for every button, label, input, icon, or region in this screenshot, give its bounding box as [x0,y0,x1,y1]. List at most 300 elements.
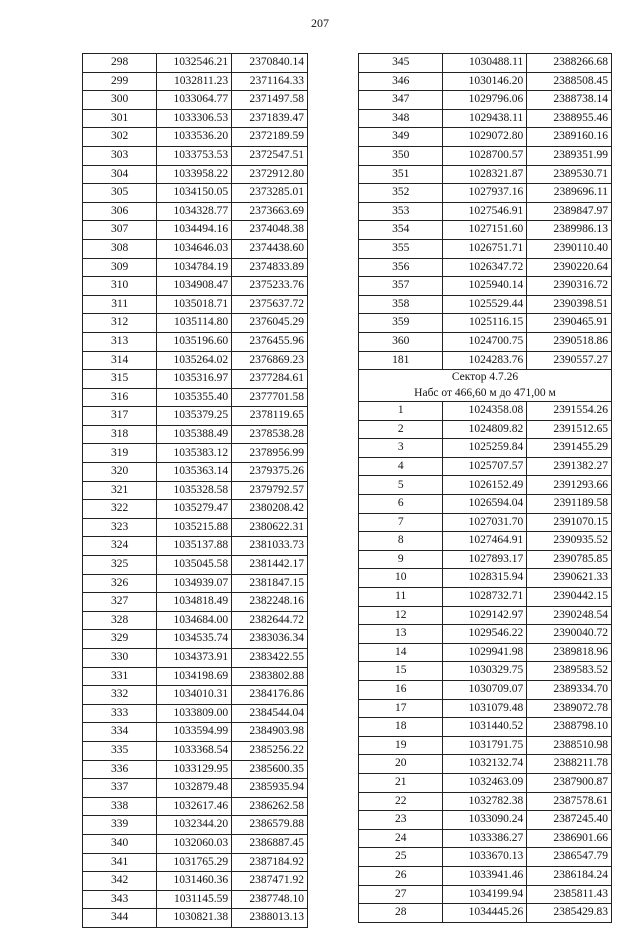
y-coordinate-cell: 2374438.60 [232,239,308,258]
y-coordinate-cell: 2386547.79 [527,848,612,867]
y-coordinate-cell: 2391070.15 [527,513,612,532]
y-coordinate-cell: 2385429.83 [527,904,612,923]
table-row [359,569,612,588]
table-row [359,439,612,458]
y-coordinate-cell: 2390621.33 [527,569,612,588]
table-row [83,649,308,668]
table-row [359,351,612,370]
y-coordinate-cell: 2375233.76 [232,277,308,296]
sector-range-row [359,386,612,402]
table-row [359,829,612,848]
x-coordinate-cell: 1027893.17 [443,550,527,569]
y-coordinate-cell: 2381442.17 [232,556,308,575]
table-row [83,91,308,110]
table-row [359,625,612,644]
table-row [359,184,612,203]
table-row [83,909,308,928]
y-coordinate-cell: 2386887.45 [232,834,308,853]
x-coordinate-cell: 1034199.94 [443,885,527,904]
point-number-cell: 322 [83,500,157,519]
y-coordinate-cell: 2388510.98 [527,736,612,755]
y-coordinate-cell: 2374833.89 [232,258,308,277]
table-row [359,513,612,532]
table-row [359,681,612,700]
table-row [359,773,612,792]
table-row [359,165,612,184]
point-number-cell: 339 [83,816,157,835]
x-coordinate-cell: 1026152.49 [443,476,527,495]
point-number-cell: 314 [83,351,157,370]
x-coordinate-cell: 1032463.09 [443,773,527,792]
y-coordinate-cell: 2391554.26 [527,402,612,421]
x-coordinate-cell: 1035196.60 [157,332,232,351]
y-coordinate-cell: 2383802.88 [232,667,308,686]
x-coordinate-cell: 1026594.04 [443,495,527,514]
y-coordinate-cell: 2388266.68 [527,54,612,73]
y-coordinate-cell: 2390110.40 [527,239,612,258]
y-coordinate-cell: 2388508.45 [527,72,612,91]
x-coordinate-cell: 1033386.27 [443,829,527,848]
table-row [83,481,308,500]
x-coordinate-cell: 1025116.15 [443,314,527,333]
x-coordinate-cell: 1027937.16 [443,184,527,203]
x-coordinate-cell: 1030709.07 [443,681,527,700]
x-coordinate-cell: 1035114.80 [157,314,232,333]
point-number-cell: 28 [359,904,443,923]
y-coordinate-cell: 2390220.64 [527,258,612,277]
table-row [83,277,308,296]
table-row [359,295,612,314]
point-number-cell: 319 [83,444,157,463]
x-coordinate-cell: 1034445.26 [443,904,527,923]
table-row [359,221,612,240]
point-number-cell: 341 [83,853,157,872]
table-row [83,556,308,575]
x-coordinate-cell: 1034198.69 [157,667,232,686]
table-row [83,221,308,240]
y-coordinate-cell: 2389847.97 [527,202,612,221]
point-number-cell: 328 [83,611,157,630]
table-row [359,495,612,514]
y-coordinate-cell: 2386262.58 [232,797,308,816]
point-number-cell: 300 [83,91,157,110]
table-row [83,667,308,686]
point-number-cell: 10 [359,569,443,588]
left-coordinate-table [82,53,308,928]
y-coordinate-cell: 2390557.27 [527,351,612,370]
point-number-cell: 18 [359,718,443,737]
x-coordinate-cell: 1027031.70 [443,513,527,532]
point-number-cell: 337 [83,779,157,798]
y-coordinate-cell: 2390040.72 [527,625,612,644]
x-coordinate-cell: 1031079.48 [443,699,527,718]
point-number-cell: 315 [83,370,157,389]
table-row [359,643,612,662]
table-row [359,755,612,774]
x-coordinate-cell: 1029072.80 [443,128,527,147]
y-coordinate-cell: 2389986.13 [527,221,612,240]
point-number-cell: 8 [359,532,443,551]
point-number-cell: 21 [359,773,443,792]
x-coordinate-cell: 1030146.20 [443,72,527,91]
y-coordinate-cell: 2372912.80 [232,165,308,184]
x-coordinate-cell: 1030329.75 [443,662,527,681]
y-coordinate-cell: 2374048.38 [232,221,308,240]
y-coordinate-cell: 2379792.57 [232,481,308,500]
table-row [359,662,612,681]
table-row [83,463,308,482]
point-number-cell: 306 [83,202,157,221]
y-coordinate-cell: 2372189.59 [232,128,308,147]
y-coordinate-cell: 2377701.58 [232,388,308,407]
y-coordinate-cell: 2391189.58 [527,495,612,514]
table-row [83,686,308,705]
table-row [359,109,612,128]
point-number-cell: 15 [359,662,443,681]
y-coordinate-cell: 2391382.27 [527,457,612,476]
x-coordinate-cell: 1034939.07 [157,574,232,593]
x-coordinate-cell: 1034908.47 [157,277,232,296]
x-coordinate-cell: 1035018.71 [157,295,232,314]
table-row [83,444,308,463]
table-row [83,165,308,184]
table-row [359,792,612,811]
y-coordinate-cell: 2388798.10 [527,718,612,737]
y-coordinate-cell: 2389351.99 [527,146,612,165]
x-coordinate-cell: 1027546.91 [443,202,527,221]
table-row [83,593,308,612]
x-coordinate-cell: 1034150.05 [157,184,232,203]
x-coordinate-cell: 1035215.88 [157,518,232,537]
y-coordinate-cell: 2389530.71 [527,165,612,184]
table-row [83,351,308,370]
x-coordinate-cell: 1031791.75 [443,736,527,755]
table-row [359,550,612,569]
point-number-cell: 332 [83,686,157,705]
point-number-cell: 11 [359,588,443,607]
y-coordinate-cell: 2381847.15 [232,574,308,593]
x-coordinate-cell: 1031145.59 [157,890,232,909]
table-row [359,532,612,551]
y-coordinate-cell: 2389696.11 [527,184,612,203]
point-number-cell: 303 [83,146,157,165]
x-coordinate-cell: 1027464.91 [443,532,527,551]
x-coordinate-cell: 1029941.98 [443,643,527,662]
x-coordinate-cell: 1033941.46 [443,866,527,885]
point-number-cell: 348 [359,109,443,128]
table-row [83,537,308,556]
x-coordinate-cell: 1035137.88 [157,537,232,556]
table-row [359,885,612,904]
point-number-cell: 326 [83,574,157,593]
table-row [83,797,308,816]
point-number-cell: 344 [83,909,157,928]
table-row [83,779,308,798]
x-coordinate-cell: 1033064.77 [157,91,232,110]
x-coordinate-cell: 1035279.47 [157,500,232,519]
y-coordinate-cell: 2378538.28 [232,425,308,444]
point-number-cell: 301 [83,109,157,128]
point-number-cell: 343 [83,890,157,909]
y-coordinate-cell: 2376045.29 [232,314,308,333]
x-coordinate-cell: 1034494.16 [157,221,232,240]
x-coordinate-cell: 1024700.75 [443,332,527,351]
x-coordinate-cell: 1029142.97 [443,606,527,625]
y-coordinate-cell: 2382644.72 [232,611,308,630]
table-row [83,146,308,165]
y-coordinate-cell: 2388738.14 [527,91,612,110]
table-row [83,872,308,891]
x-coordinate-cell: 1025940.14 [443,277,527,296]
y-coordinate-cell: 2388013.13 [232,909,308,928]
y-coordinate-cell: 2391512.65 [527,420,612,439]
page-number: 207 [311,16,329,30]
x-coordinate-cell: 1031460.36 [157,872,232,891]
y-coordinate-cell: 2385600.35 [232,760,308,779]
x-coordinate-cell: 1035383.12 [157,444,232,463]
point-number-cell: 23 [359,811,443,830]
y-coordinate-cell: 2390442.15 [527,588,612,607]
table-row [359,91,612,110]
point-number-cell: 310 [83,277,157,296]
point-number-cell: 302 [83,128,157,147]
y-coordinate-cell: 2377284.61 [232,370,308,389]
y-coordinate-cell: 2376869.23 [232,351,308,370]
point-number-cell: 2 [359,420,443,439]
x-coordinate-cell: 1028700.57 [443,146,527,165]
x-coordinate-cell: 1035316.97 [157,370,232,389]
table-row [83,500,308,519]
point-number-cell: 304 [83,165,157,184]
table-row [359,72,612,91]
point-number-cell: 352 [359,184,443,203]
point-number-cell: 355 [359,239,443,258]
y-coordinate-cell: 2390465.91 [527,314,612,333]
y-coordinate-cell: 2389583.52 [527,662,612,681]
table-row [83,202,308,221]
y-coordinate-cell: 2387245.40 [527,811,612,830]
x-coordinate-cell: 1032811.23 [157,72,232,91]
y-coordinate-cell: 2371839.47 [232,109,308,128]
point-number-cell: 360 [359,332,443,351]
point-number-cell: 359 [359,314,443,333]
point-number-cell: 354 [359,221,443,240]
x-coordinate-cell: 1034784.19 [157,258,232,277]
table-row [359,420,612,439]
point-number-cell: 307 [83,221,157,240]
table-row [83,518,308,537]
x-coordinate-cell: 1033536.20 [157,128,232,147]
table-row [83,741,308,760]
x-coordinate-cell: 1026751.71 [443,239,527,258]
point-number-cell: 26 [359,866,443,885]
point-number-cell: 327 [83,593,157,612]
table-row [83,611,308,630]
table-row [359,811,612,830]
table-row [83,109,308,128]
x-coordinate-cell: 1025529.44 [443,295,527,314]
x-coordinate-cell: 1034818.49 [157,593,232,612]
x-coordinate-cell: 1033958.22 [157,165,232,184]
x-coordinate-cell: 1033809.00 [157,704,232,723]
table-row [359,736,612,755]
sector-header-row [359,370,612,386]
point-number-cell: 330 [83,649,157,668]
y-coordinate-cell: 2378956.99 [232,444,308,463]
y-coordinate-cell: 2384176.86 [232,686,308,705]
y-coordinate-cell: 2389334.70 [527,681,612,700]
table-row [359,699,612,718]
table-row [83,258,308,277]
x-coordinate-cell: 1028732.71 [443,588,527,607]
point-number-cell: 331 [83,667,157,686]
table-row [359,718,612,737]
x-coordinate-cell: 1029546.22 [443,625,527,644]
x-coordinate-cell: 1035328.58 [157,481,232,500]
y-coordinate-cell: 2390398.51 [527,295,612,314]
y-coordinate-cell: 2373285.01 [232,184,308,203]
x-coordinate-cell: 1028321.87 [443,165,527,184]
point-number-cell: 13 [359,625,443,644]
x-coordinate-cell: 1034684.00 [157,611,232,630]
y-coordinate-cell: 2391293.66 [527,476,612,495]
table-row [359,332,612,351]
y-coordinate-cell: 2382248.16 [232,593,308,612]
point-number-cell: 4 [359,457,443,476]
point-number-cell: 334 [83,723,157,742]
x-coordinate-cell: 1028315.94 [443,569,527,588]
y-coordinate-cell: 2375637.72 [232,295,308,314]
table-row [83,407,308,426]
x-coordinate-cell: 1029438.11 [443,109,527,128]
y-coordinate-cell: 2372547.51 [232,146,308,165]
x-coordinate-cell: 1035363.14 [157,463,232,482]
x-coordinate-cell: 1032879.48 [157,779,232,798]
y-coordinate-cell: 2387748.10 [232,890,308,909]
point-number-cell: 16 [359,681,443,700]
x-coordinate-cell: 1032546.21 [157,54,232,73]
table-row [359,476,612,495]
y-coordinate-cell: 2388955.46 [527,109,612,128]
sector-range: Набс от 466,60 м до 471,00 м [359,386,612,402]
y-coordinate-cell: 2387184.92 [232,853,308,872]
point-number-cell: 356 [359,258,443,277]
x-coordinate-cell: 1024283.76 [443,351,527,370]
x-coordinate-cell: 1030488.11 [443,54,527,73]
point-number-cell: 357 [359,277,443,296]
x-coordinate-cell: 1034646.03 [157,239,232,258]
point-number-cell: 1 [359,402,443,421]
point-number-cell: 9 [359,550,443,569]
point-number-cell: 338 [83,797,157,816]
point-number-cell: 17 [359,699,443,718]
x-coordinate-cell: 1035355.40 [157,388,232,407]
point-number-cell: 6 [359,495,443,514]
y-coordinate-cell: 2390785.85 [527,550,612,569]
y-coordinate-cell: 2373663.69 [232,202,308,221]
x-coordinate-cell: 1025707.57 [443,457,527,476]
right-coordinate-table [358,53,612,923]
table-row [83,853,308,872]
y-coordinate-cell: 2384544.04 [232,704,308,723]
y-coordinate-cell: 2385935.94 [232,779,308,798]
y-coordinate-cell: 2386184.24 [527,866,612,885]
point-number-cell: 325 [83,556,157,575]
y-coordinate-cell: 2380208.42 [232,500,308,519]
table-row [83,388,308,407]
point-number-cell: 7 [359,513,443,532]
x-coordinate-cell: 1031765.29 [157,853,232,872]
point-number-cell: 299 [83,72,157,91]
x-coordinate-cell: 1030821.38 [157,909,232,928]
point-number-cell: 318 [83,425,157,444]
y-coordinate-cell: 2386901.66 [527,829,612,848]
x-coordinate-cell: 1035388.49 [157,425,232,444]
y-coordinate-cell: 2384903.98 [232,723,308,742]
point-number-cell: 14 [359,643,443,662]
point-number-cell: 24 [359,829,443,848]
point-number-cell: 5 [359,476,443,495]
x-coordinate-cell: 1032344.20 [157,816,232,835]
table-row [83,314,308,333]
x-coordinate-cell: 1033670.13 [443,848,527,867]
y-coordinate-cell: 2390248.54 [527,606,612,625]
y-coordinate-cell: 2387471.92 [232,872,308,891]
table-row [83,890,308,909]
point-number-cell: 181 [359,351,443,370]
x-coordinate-cell: 1025259.84 [443,439,527,458]
x-coordinate-cell: 1024809.82 [443,420,527,439]
table-row [359,314,612,333]
x-coordinate-cell: 1027151.60 [443,221,527,240]
point-number-cell: 312 [83,314,157,333]
point-number-cell: 311 [83,295,157,314]
y-coordinate-cell: 2389072.78 [527,699,612,718]
point-number-cell: 347 [359,91,443,110]
point-number-cell: 308 [83,239,157,258]
x-coordinate-cell: 1032060.03 [157,834,232,853]
table-row [83,370,308,389]
point-number-cell: 25 [359,848,443,867]
table-row [359,202,612,221]
x-coordinate-cell: 1026347.72 [443,258,527,277]
y-coordinate-cell: 2383422.55 [232,649,308,668]
y-coordinate-cell: 2370840.14 [232,54,308,73]
y-coordinate-cell: 2379375.26 [232,463,308,482]
table-row [83,239,308,258]
y-coordinate-cell: 2378119.65 [232,407,308,426]
table-row [83,760,308,779]
y-coordinate-cell: 2387900.87 [527,773,612,792]
point-number-cell: 3 [359,439,443,458]
point-number-cell: 333 [83,704,157,723]
x-coordinate-cell: 1034373.91 [157,649,232,668]
y-coordinate-cell: 2371164.33 [232,72,308,91]
y-coordinate-cell: 2390935.52 [527,532,612,551]
y-coordinate-cell: 2388211.78 [527,755,612,774]
table-row [359,146,612,165]
table-row [83,72,308,91]
point-number-cell: 353 [359,202,443,221]
table-row [83,834,308,853]
y-coordinate-cell: 2389818.96 [527,643,612,662]
y-coordinate-cell: 2385811.43 [527,885,612,904]
point-number-cell: 316 [83,388,157,407]
point-number-cell: 340 [83,834,157,853]
point-number-cell: 324 [83,537,157,556]
table-row [83,704,308,723]
point-number-cell: 350 [359,146,443,165]
